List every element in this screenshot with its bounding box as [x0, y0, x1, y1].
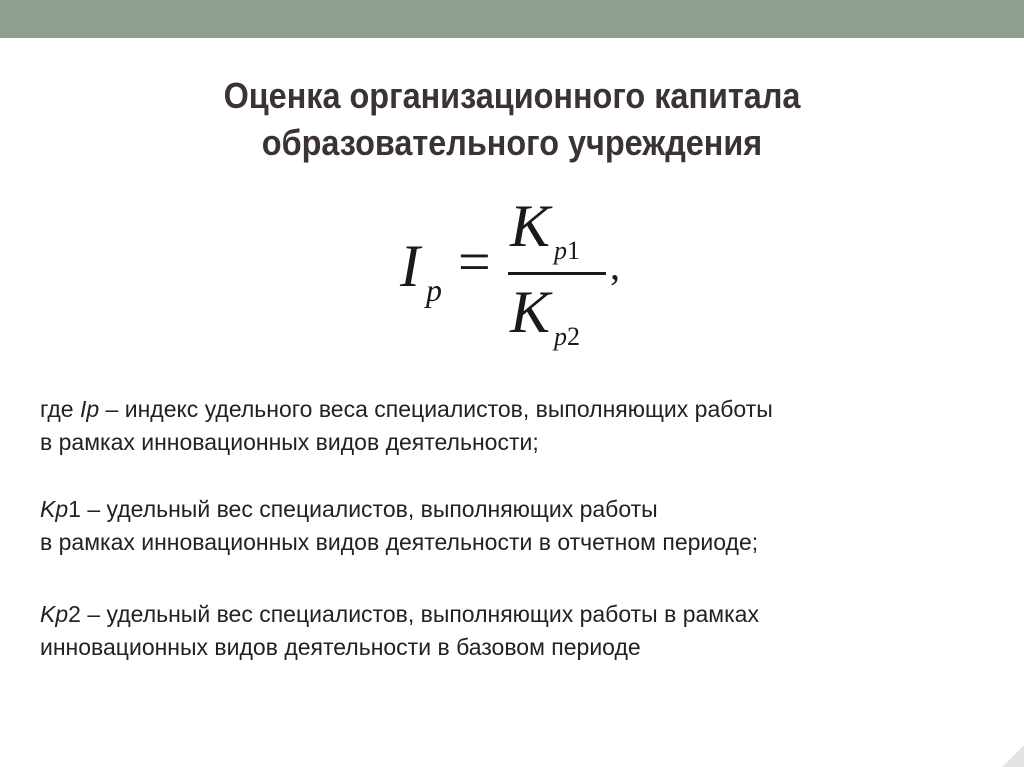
definition-kp2-var: Kp	[40, 601, 69, 627]
definition-ip	[40, 393, 1000, 459]
definition-kp1-line-1	[40, 493, 1000, 526]
definition-kp1-var: Kp	[40, 496, 69, 522]
definition-kp1-text: – удельный вес специалистов, выполняющих работы	[80, 496, 658, 522]
formula-equals: =	[458, 229, 491, 294]
definition-kp1-line-2: в рамках инновационных видов деятельности в отчетном периоде;	[40, 529, 759, 555]
definition-ip-var: Ip	[79, 396, 100, 422]
definition-kp2-line-1	[40, 598, 1000, 631]
definition-kp2-line-2: инновационных видов деятельности в базовом периоде	[40, 634, 641, 660]
formula-numerator: K	[510, 193, 551, 259]
numerator-sub-var: p	[554, 236, 567, 265]
definition-kp2-suffix: 2	[68, 601, 81, 627]
formula-numerator-subscript	[554, 238, 580, 264]
formula-lhs: I	[400, 233, 420, 299]
definition-ip-line-1	[40, 393, 1000, 426]
denominator-sub-var: p	[554, 322, 567, 351]
formula-denominator-subscript	[554, 324, 580, 350]
formula-denominator: K	[510, 279, 551, 345]
formula-lhs-subscript: p	[426, 272, 442, 308]
definition-ip-line-2: в рамках инновационных видов деятельности;	[40, 429, 539, 455]
title-line-2: образовательного учреждения	[261, 122, 763, 163]
page-corner-fold	[1002, 745, 1024, 767]
definition-ip-prefix: где	[40, 396, 80, 422]
denominator-sub-digit: 2	[567, 322, 580, 351]
fraction-bar	[508, 272, 606, 275]
formula-comma: ,	[610, 243, 620, 288]
slide-title	[51, 72, 973, 166]
top-bar	[0, 0, 1024, 38]
definition-kp1	[40, 493, 1000, 559]
definition-ip-text: – индекс удельного веса специалистов, выполняющих работы	[99, 396, 773, 422]
definition-kp2-text: – удельный вес специалистов, выполняющих работы в рамках	[80, 601, 759, 627]
title-line-1: Оценка организационного капитала	[223, 75, 801, 116]
definition-kp2	[40, 598, 1000, 664]
numerator-sub-digit: 1	[567, 236, 580, 265]
definition-kp1-suffix: 1	[68, 496, 81, 522]
formula	[400, 193, 640, 366]
